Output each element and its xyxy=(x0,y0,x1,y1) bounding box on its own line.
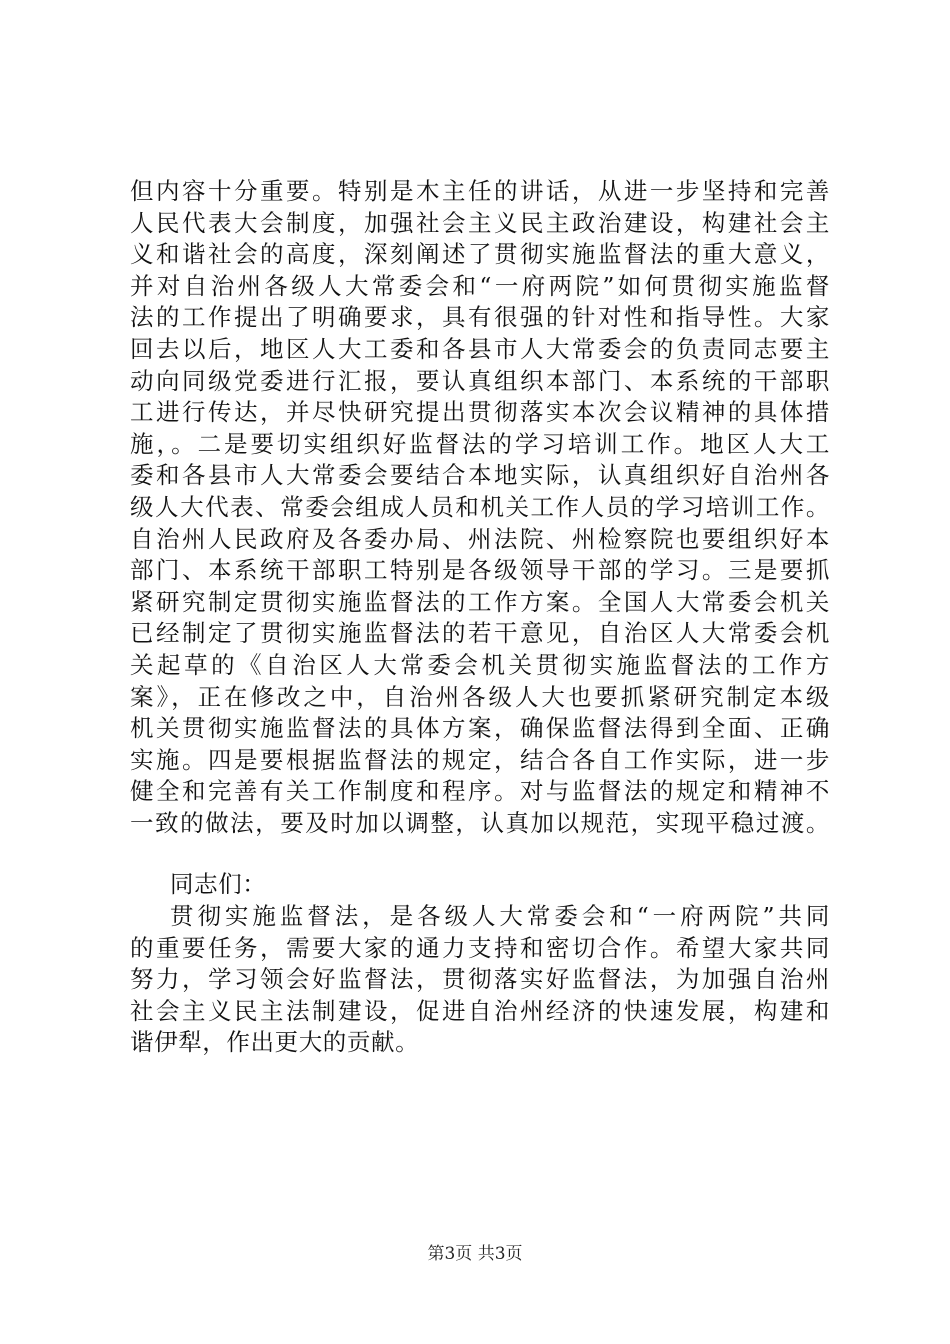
paragraph-line: 但内容十分重要。特别是木主任的讲话，从进一步坚持和完善 xyxy=(130,177,830,205)
closing-line: 努力，学习领会好监督法，贯彻落实好监督法，为加强自治州 xyxy=(130,965,830,994)
closing-line: 贯彻实施监督法，是各级人大常委会和“一府两院”共同 xyxy=(170,902,830,931)
salutation: 同志们： xyxy=(170,870,267,899)
paragraph-line: 并对自治州各级人大常委会和“一府两院”如何贯彻实施监督 xyxy=(130,271,830,300)
paragraph-line: 法的工作提出了明确要求，具有很强的针对性和指导性。大家 xyxy=(130,303,830,332)
closing-line: 社会主义民主法制建设，促进自治州经济的快速发展，构建和 xyxy=(130,996,830,1025)
paragraph-line: 自治州人民政府及各委办局、州法院、州检察院也要组织好本 xyxy=(130,524,830,553)
paragraph-line: 部门、本系统干部职工特别是各级领导干部的学习。三是要抓 xyxy=(130,556,830,585)
paragraph-line: 已经制定了贯彻实施监督法的若干意见，自治区人大常委会机 xyxy=(130,619,830,648)
paragraph-gap xyxy=(130,839,830,869)
closing-line: 的重要任务，需要大家的通力支持和密切合作。希望大家共同 xyxy=(130,933,830,962)
paragraph-line: 委和各县市人大常委会要结合本地实际，认真组织好自治州各 xyxy=(130,461,830,490)
paragraph-line: 动向同级党委进行汇报，要认真组织本部门、本系统的干部职 xyxy=(130,366,830,395)
paragraph-line: 一致的做法，要及时加以调整，认真加以规范，实现平稳过渡。 xyxy=(130,808,830,837)
paragraph-line: 健全和完善有关工作制度和程序。对与监督法的规定和精神不 xyxy=(130,777,830,806)
paragraph-line: 回去以后，地区人大工委和各县市人大常委会的负责同志要主 xyxy=(130,334,830,363)
paragraph-line: 工进行传达，并尽快研究提出贯彻落实本次会议精神的具体措 xyxy=(130,398,830,427)
paragraph-line: 施，。二是要切实组织好监督法的学习培训工作。地区人大工 xyxy=(130,429,830,458)
paragraph-line: 案》，正在修改之中，自治州各级人大也要抓紧研究制定本级 xyxy=(130,682,830,711)
document-body xyxy=(130,176,830,1059)
closing-line: 谐伊犁，作出更大的贡献。 xyxy=(130,1028,420,1057)
paragraph-line: 级人大代表、常委会组成人员和机关工作人员的学习培训工作。 xyxy=(130,492,830,521)
paragraph-line: 实施。四是要根据监督法的规定，结合各自工作实际，进一步 xyxy=(130,745,830,774)
paragraph-line: 关起草的《自治区人大常委会机关贯彻实施监督法的工作方 xyxy=(130,650,830,679)
page-number-footer: 第3页 共3页 xyxy=(427,1244,523,1264)
paragraph-line: 义和谐社会的高度，深刻阐述了贯彻实施监督法的重大意义， xyxy=(130,240,830,269)
paragraph-line: 机关贯彻实施监督法的具体方案，确保监督法得到全面、正确 xyxy=(130,714,830,743)
paragraph-line: 人民代表大会制度，加强社会主义民主政治建设，构建社会主 xyxy=(130,208,830,237)
paragraph-line: 紧研究制定贯彻实施监督法的工作方案。全国人大常委会机关 xyxy=(130,587,830,616)
